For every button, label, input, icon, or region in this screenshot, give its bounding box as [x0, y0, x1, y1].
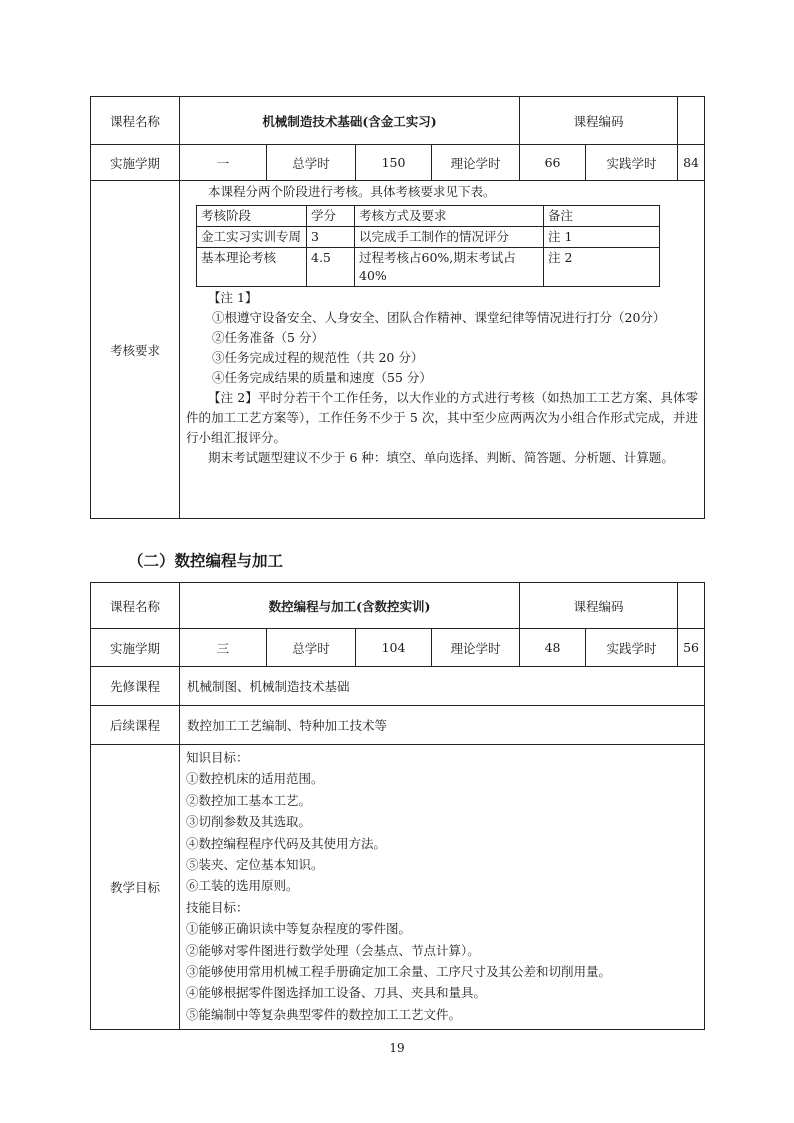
- inner-cell: 基本理论考核: [197, 248, 307, 287]
- skill-item: ①能够正确识读中等复杂程度的零件图。: [186, 921, 412, 937]
- exam-text: 期末考试题型建议不少于 6 种：填空、单向选择、判断、简答题、分析题、计算题。: [208, 450, 674, 465]
- inner-cell: 金工实习实训专周: [197, 227, 307, 248]
- inner-header-note: 备注: [544, 206, 660, 227]
- knowledge-item: ②数控加工基本工艺。: [186, 792, 312, 808]
- course-table-1: [90, 96, 705, 519]
- course-code-label: 课程编码: [520, 583, 678, 629]
- assessment-inner-table: [196, 205, 660, 287]
- goals-content: [180, 745, 705, 1030]
- total-hours-value: 104: [356, 629, 432, 667]
- inner-cell: 注 2: [544, 248, 660, 287]
- skill-item: ④能够根据零件图选择加工设备、刀具、夹具和量具。: [186, 985, 487, 1001]
- total-hours-label: 总学时: [267, 629, 356, 667]
- page-number: 19: [389, 1041, 405, 1055]
- note1-item: ①根遵守设备安全、人身安全、团队合作精神、课堂纪律等情况进行打分（20分）: [212, 310, 666, 325]
- note1-item: ④任务完成结果的质量和速度（55 分）: [212, 370, 432, 385]
- follow-label: 后续课程: [91, 706, 180, 745]
- note2-text: 【注 2】平时分若干个工作任务，以大作业的方式进行考核（如热加工工艺方案、具体零件的加工工艺方案等），工作任务不少于 5 次，其中至少应两两次为小组合作形式完成，并进行小组汇报评分。: [186, 390, 699, 445]
- semester-value: 一: [180, 145, 267, 181]
- skill-title: 技能目标：: [186, 899, 249, 915]
- prereq-value: 机械制图、机械制造技术基础: [180, 667, 705, 706]
- follow-value: 数控加工工艺编制、特种加工技术等: [180, 706, 705, 745]
- practice-hours-label: 实践学时: [586, 629, 678, 667]
- course-name-value: 机械制造技术基础(含金工实习): [180, 97, 520, 145]
- inner-cell: 注 1: [544, 227, 660, 248]
- assessment-intro: 本课程分两个阶段进行考核。具体考核要求见下表。: [208, 184, 496, 199]
- skill-item: ⑤能编制中等复杂典型零件的数控加工工艺文件。: [186, 1006, 462, 1022]
- semester-value: 三: [180, 629, 267, 667]
- goals-label: 教学目标: [91, 745, 180, 1030]
- inner-cell: 4.5: [307, 248, 355, 287]
- prereq-label: 先修课程: [91, 667, 180, 706]
- inner-header-method: 考核方式及要求: [355, 206, 544, 227]
- note1-title: 【注 1】: [208, 290, 258, 305]
- inner-cell: 以完成手工制作的情况评分: [355, 227, 544, 248]
- total-hours-value: 150: [356, 145, 432, 181]
- inner-header-credit: 学分: [307, 206, 355, 227]
- course-code-value: [678, 97, 705, 145]
- theory-hours-label: 理论学时: [432, 629, 520, 667]
- knowledge-title: 知识目标：: [186, 750, 249, 765]
- knowledge-item: ①数控机床的适用范围。: [186, 771, 324, 787]
- theory-hours-value: 66: [520, 145, 586, 181]
- skill-item: ②能够对零件图进行数学处理（会基点、节点计算）。: [186, 942, 480, 958]
- knowledge-item: ③切削参数及其选取。: [186, 814, 312, 830]
- course-name-label: 课程名称: [91, 97, 180, 145]
- practice-hours-label: 实践学时: [586, 145, 678, 181]
- assessment-content: [180, 181, 705, 519]
- course-code-label: 课程编码: [520, 97, 678, 145]
- assessment-label: 考核要求: [91, 181, 180, 519]
- section-title: （二）数控编程与加工: [128, 552, 284, 570]
- semester-label: 实施学期: [91, 145, 180, 181]
- practice-hours-value: 84: [678, 145, 705, 181]
- knowledge-item: ⑤装夹、定位基本知识。: [186, 857, 324, 873]
- inner-cell: 3: [307, 227, 355, 248]
- inner-header-stage: 考核阶段: [197, 206, 307, 227]
- note1-item: ③任务完成过程的规范性（共 20 分）: [212, 350, 424, 365]
- theory-hours-value: 48: [520, 629, 586, 667]
- course-name-value: 数控编程与加工(含数控实训): [180, 583, 520, 629]
- knowledge-item: ⑥工装的选用原则。: [186, 878, 299, 894]
- inner-cell: 过程考核占60%,期末考试占40%: [355, 248, 544, 287]
- semester-label: 实施学期: [91, 629, 180, 667]
- skill-item: ③能够使用常用机械工程手册确定加工余量、工序尺寸及其公差和切削用量。: [186, 964, 612, 980]
- course-table-2: [90, 582, 705, 1030]
- total-hours-label: 总学时: [267, 145, 356, 181]
- course-code-value: [678, 583, 705, 629]
- practice-hours-value: 56: [678, 629, 705, 667]
- theory-hours-label: 理论学时: [432, 145, 520, 181]
- course-name-label: 课程名称: [91, 583, 180, 629]
- knowledge-item: ④数控编程程序代码及其使用方法。: [186, 835, 387, 851]
- note1-item: ②任务准备（5 分）: [212, 330, 324, 345]
